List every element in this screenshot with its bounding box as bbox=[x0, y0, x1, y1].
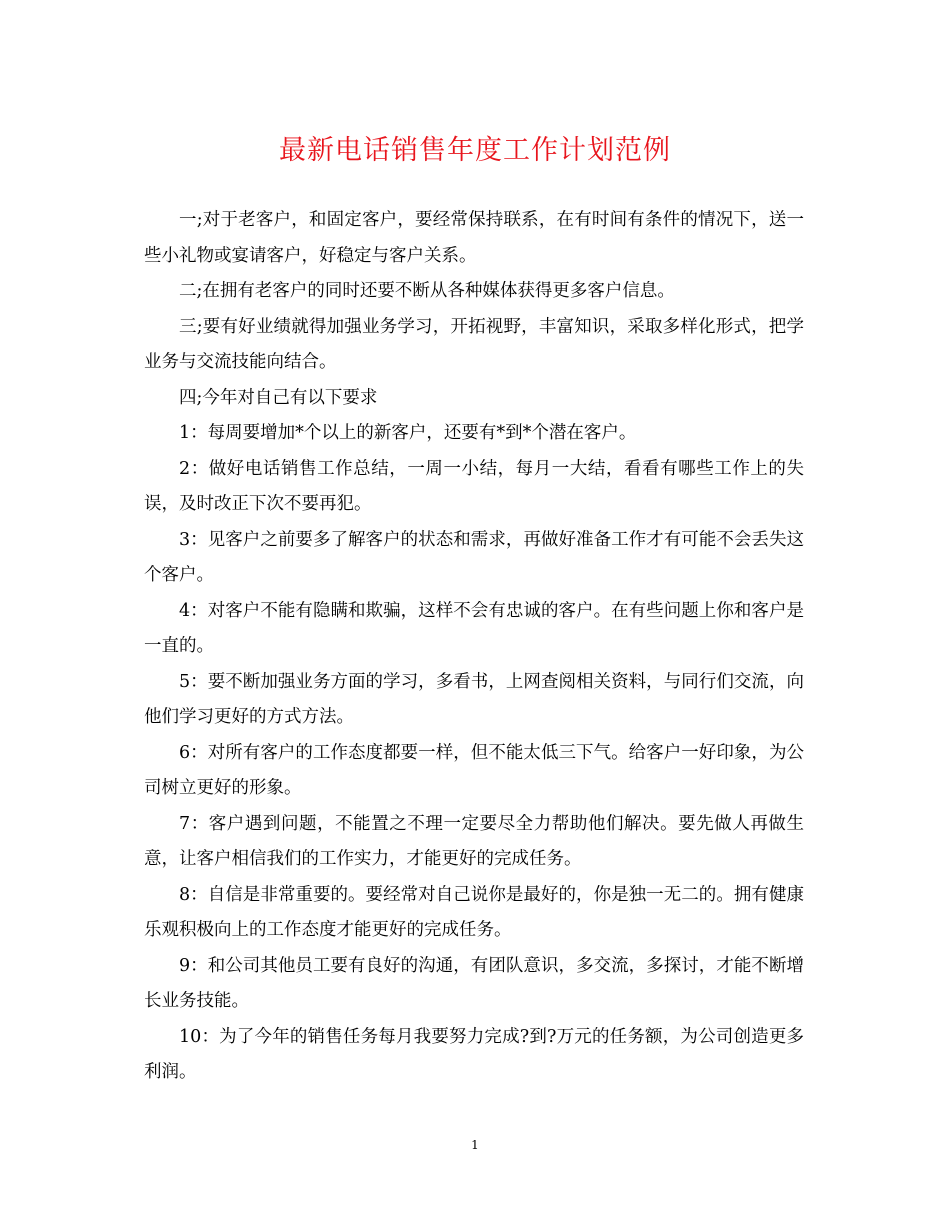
paragraph: 9：和公司其他员工要有良好的沟通，有团队意识，多交流，多探讨，才能不断增长业务技能。 bbox=[144, 955, 804, 1011]
paragraph: 10：为了今年的销售任务每月我要努力完成?到?万元的任务额，为公司创造更多利润。 bbox=[144, 1026, 804, 1082]
paragraph: 8：自信是非常重要的。要经常对自己说你是最好的，你是独一无二的。拥有健康乐观积极向上的工作态度才能更好的完成任务。 bbox=[144, 884, 804, 940]
paragraph: 1：每周要增加*个以上的新客户，还要有*到*个潜在客户。 bbox=[179, 423, 637, 443]
document-body bbox=[144, 203, 804, 1091]
paragraph: 四;今年对自己有以下要求 bbox=[179, 387, 378, 408]
paragraph: 5：要不断加强业务方面的学习，多看书，上网查阅相关资料，与同行们交流，向他们学习更好的方式方法。 bbox=[144, 671, 804, 727]
page-number: 1 bbox=[471, 1138, 479, 1152]
paragraph: 6：对所有客户的工作态度都要一样，但不能太低三下气。给客户一好印象，为公司树立更好的形象。 bbox=[144, 742, 804, 798]
paragraph: 二;在拥有老客户的同时还要不断从各种媒体获得更多客户信息。 bbox=[179, 281, 675, 301]
paragraph: 7：客户遇到问题，不能置之不理一定要尽全力帮助他们解决。要先做人再做生意，让客户相信我们的工作实力，才能更好的完成任务。 bbox=[144, 813, 804, 869]
paragraph: 4：对客户不能有隐瞒和欺骗，这样不会有忠诚的客户。在有些问题上你和客户是一直的。 bbox=[144, 600, 804, 656]
paragraph: 3：见客户之前要多了解客户的状态和需求，再做好准备工作才有可能不会丢失这个客户。 bbox=[144, 529, 804, 585]
paragraph: 三;要有好业绩就得加强业务学习，开拓视野，丰富知识，采取多样化形式，把学业务与交流技能向结合。 bbox=[144, 316, 804, 372]
paragraph: 一;对于老客户，和固定客户，要经常保持联系，在有时间有条件的情况下，送一些小礼物或宴请客户，好稳定与客户关系。 bbox=[144, 210, 804, 266]
paragraph: 2：做好电话销售工作总结，一周一小结，每月一大结，看看有哪些工作上的失误，及时改正下次不要再犯。 bbox=[144, 458, 804, 514]
document-title: 最新电话销售年度工作计划范例 bbox=[279, 135, 671, 166]
